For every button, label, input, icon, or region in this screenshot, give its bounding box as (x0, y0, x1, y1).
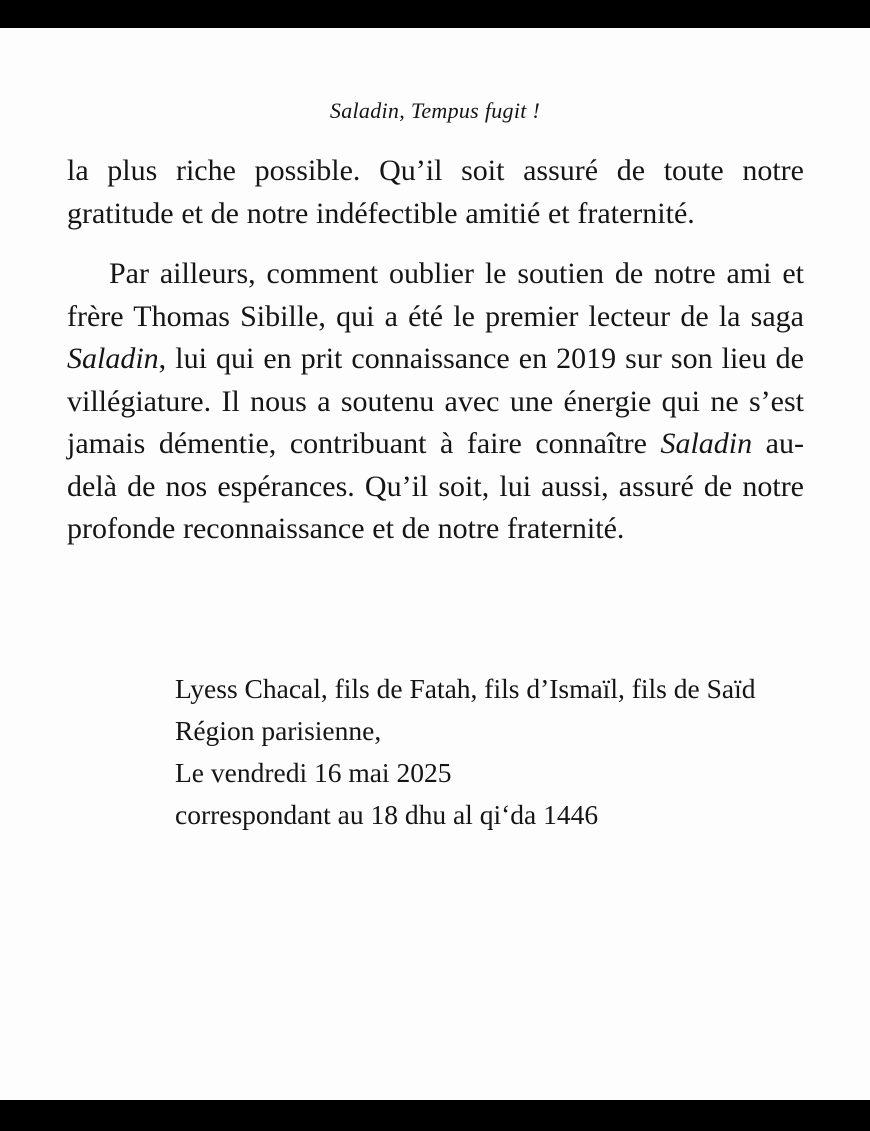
paper-sheet (0, 28, 870, 1100)
signature-author-line: Lyess Chacal, fils de Fatah, fils d’Ismaïl, fils de Saïd (175, 673, 756, 704)
body-text-block (67, 150, 804, 551)
paragraph-par-ailleurs (67, 253, 804, 551)
paragraph-segment-1: Par ailleurs, comment oublier le soutien de notre ami et frère Thomas Sibille, qui a été le premier lecteur de la saga (67, 257, 804, 333)
signature-hijri-date-line: correspondant au 18 dhu al qiʻda 1446 (175, 799, 599, 830)
scan-bar-bottom (0, 1100, 870, 1131)
scan-bar-top (0, 0, 870, 28)
paragraph-continuation: la plus riche possible. Qu’il soit assuré de toute notre gratitude et de notre indéfectible amitié et fraternité. (67, 154, 804, 230)
title-emphasis-saladin-second: Saladin (660, 427, 753, 460)
running-head: Saladin, Tempus fugit ! (329, 98, 541, 123)
signature-gregorian-date-line: Le vendredi 16 mai 2025 (175, 757, 452, 788)
title-emphasis-saladin-first: Saladin (67, 342, 159, 375)
signature-block (175, 668, 835, 836)
paragraph-segment-3: au-delà de nos espérances. Qu’il soit, lui aussi, assuré de notre profonde reconnaissance et de notre fraternité. (67, 427, 804, 545)
paragraph-segment-2: , lui qui en prit connaissance en 2019 sur son lieu de villégiature. Il nous a soutenu avec une énergie qui ne s’est jamais démentie, contribuant à faire connaître (67, 342, 804, 460)
signature-location-line: Région parisienne, (175, 715, 382, 746)
